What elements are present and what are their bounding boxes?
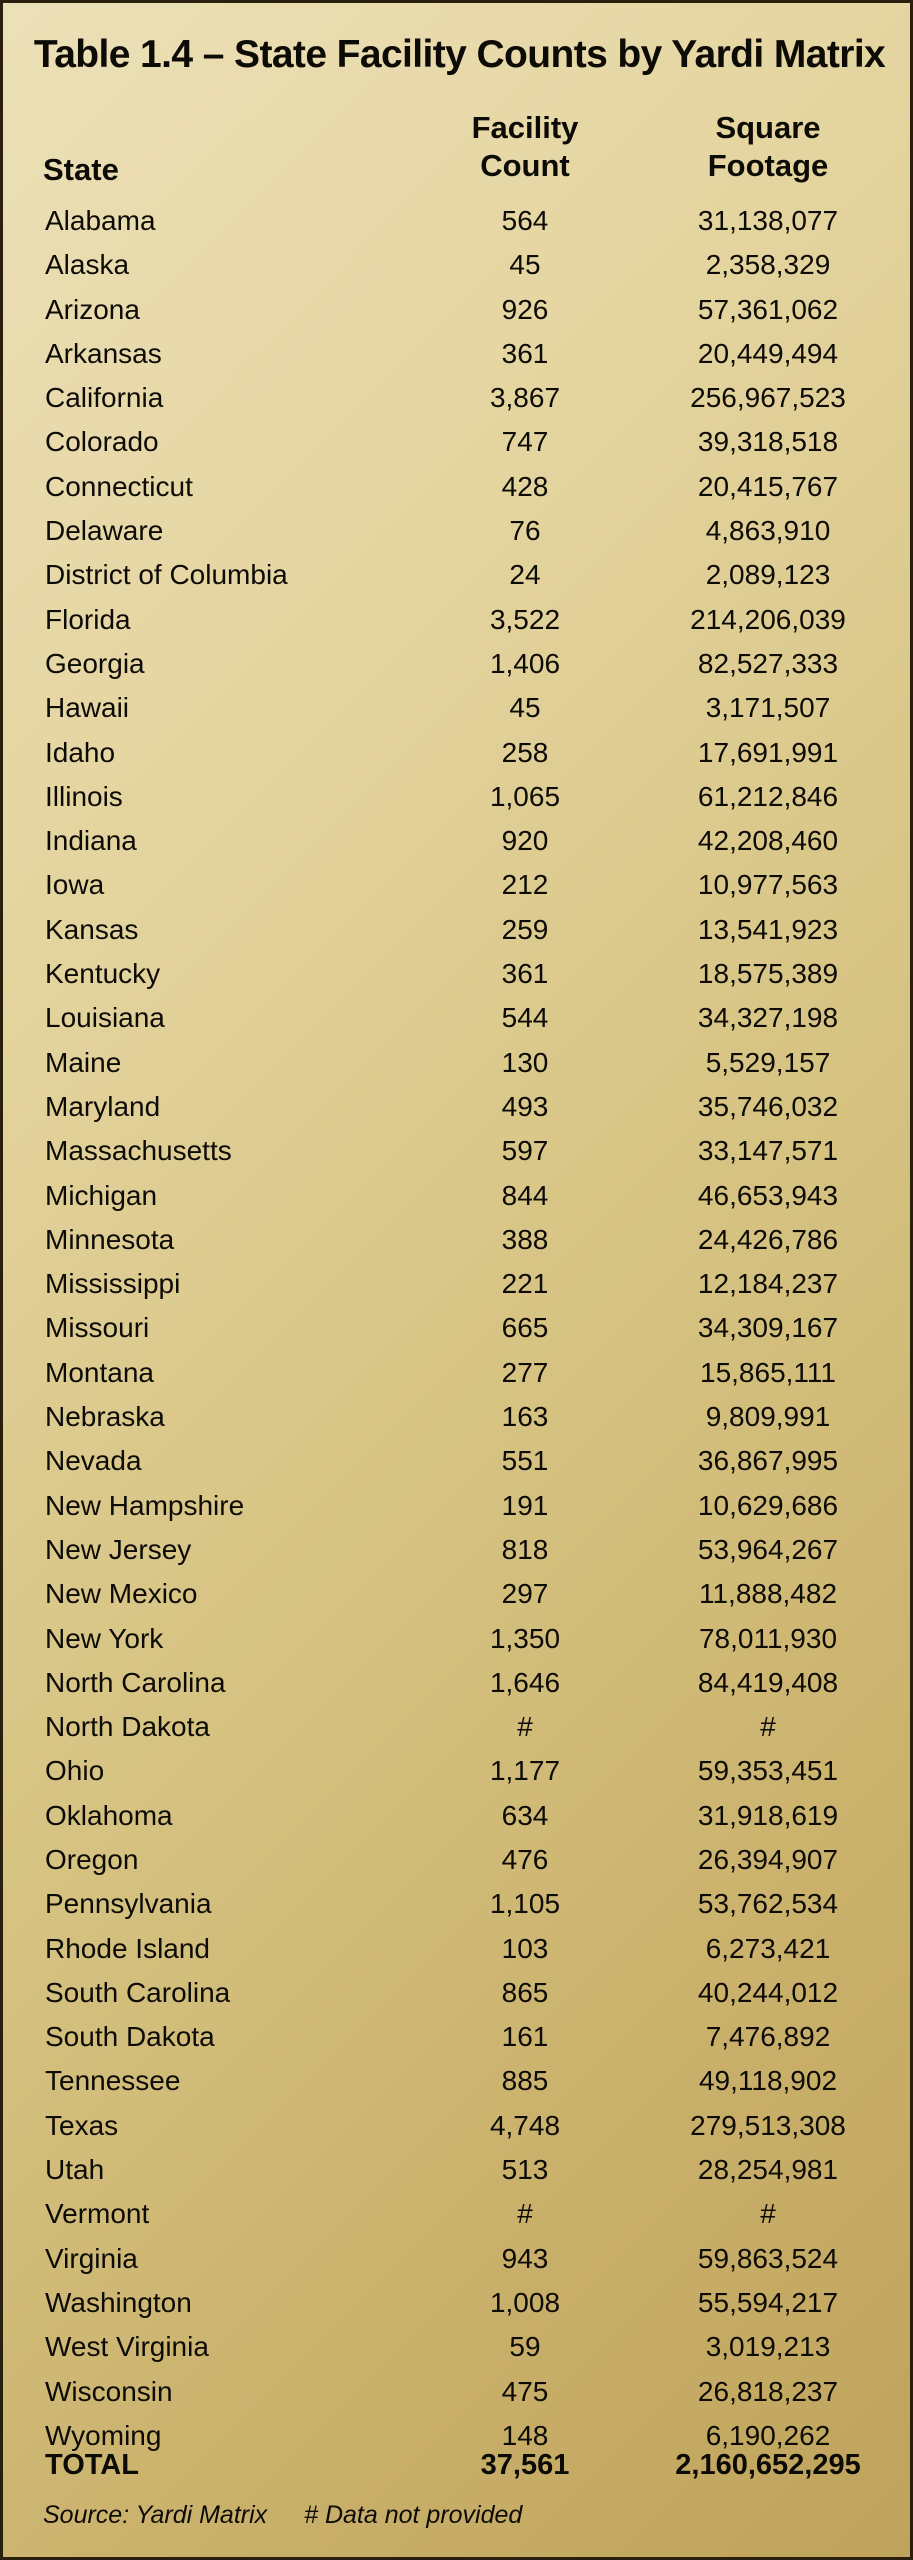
- table-row: [3, 1484, 913, 1528]
- table-row: [3, 1306, 913, 1350]
- facility-count-cell: 297: [501, 1578, 549, 1610]
- state-cell: North Carolina: [45, 1666, 226, 1698]
- state-cell: Maine: [45, 1046, 122, 1078]
- table-row: [3, 2281, 913, 2325]
- state-cell: Maryland: [45, 1090, 161, 1122]
- state-cell: Arkansas: [45, 337, 162, 369]
- square-footage-cell: 24,426,786: [697, 1223, 839, 1255]
- square-footage-cell: 10,977,563: [697, 869, 839, 901]
- square-footage-cell: 6,190,262: [705, 2419, 831, 2451]
- facility-count-cell: 103: [501, 1932, 549, 1964]
- facility-count-cell: 59: [509, 2331, 541, 2363]
- square-footage-cell: 7,476,892: [705, 2021, 831, 2053]
- square-footage-cell: 31,918,619: [697, 1799, 839, 1831]
- facility-count-cell: 259: [501, 913, 549, 945]
- square-footage-cell: 6,273,421: [705, 1932, 831, 1964]
- facility-count-cell: 597: [501, 1135, 549, 1167]
- table-row: [3, 1041, 913, 1085]
- table-row: [3, 1351, 913, 1395]
- square-footage-cell: 53,964,267: [697, 1533, 839, 1565]
- state-cell: Alabama: [45, 205, 156, 236]
- table-row: [3, 2104, 913, 2148]
- facility-count-cell: 865: [501, 1976, 549, 2008]
- square-footage-cell: 26,394,907: [697, 1843, 839, 1875]
- table-row: [3, 1528, 913, 1572]
- state-cell: Texas: [45, 2109, 119, 2141]
- square-footage-cell: 42,208,460: [697, 825, 839, 857]
- facility-count-cell: 24: [509, 559, 541, 591]
- facility-count-cell: 45: [509, 692, 541, 724]
- state-cell: Indiana: [45, 825, 137, 857]
- table-row: [3, 686, 913, 730]
- facility-count-cell: 1,008: [489, 2286, 561, 2318]
- state-cell: North Dakota: [45, 1711, 210, 1743]
- square-footage-cell: 3,171,507: [705, 692, 831, 724]
- state-cell: South Dakota: [45, 2021, 215, 2053]
- facility-count-cell: 818: [501, 1533, 549, 1565]
- square-footage-cell: 46,653,943: [697, 1179, 839, 1211]
- square-footage-cell: 9,809,991: [705, 1401, 831, 1433]
- source-note: Source: Yardi Matrix: [43, 2501, 268, 2529]
- table-row: [3, 863, 913, 907]
- facility-count-cell: 747: [501, 426, 549, 458]
- state-cell: Nebraska: [45, 1401, 165, 1433]
- column-header-facility-count-line1: Facility: [471, 110, 579, 145]
- facility-count-cell: 920: [501, 825, 549, 857]
- state-cell: Missouri: [45, 1312, 150, 1344]
- facility-count-cell: 388: [501, 1223, 549, 1255]
- square-footage-cell: 49,118,902: [698, 2065, 838, 2097]
- facility-count-cell: 361: [501, 337, 549, 369]
- facility-count-cell: 148: [501, 2419, 549, 2451]
- square-footage-cell: 256,967,523: [690, 382, 846, 414]
- total-row: [3, 2443, 913, 2487]
- square-footage-cell: 10,629,686: [697, 1489, 839, 1521]
- facility-count-cell: 885: [501, 2065, 549, 2097]
- state-cell: Pennsylvania: [45, 1888, 212, 1920]
- table-row: [3, 2325, 913, 2369]
- facility-count-cell: 551: [501, 1445, 549, 1477]
- table-row: [3, 1749, 913, 1793]
- state-cell: Hawaii: [45, 692, 130, 724]
- state-cell: Minnesota: [45, 1223, 175, 1255]
- table-row: [3, 996, 913, 1040]
- square-footage-cell: 34,309,167: [697, 1312, 839, 1344]
- facility-count-cell: 1,406: [489, 647, 561, 679]
- state-cell: West Virginia: [45, 2331, 209, 2363]
- table-row: [3, 2148, 913, 2192]
- state-cell: California: [45, 382, 164, 414]
- facility-count-cell: 3,867: [489, 382, 561, 414]
- facility-count-cell: #: [517, 2198, 533, 2230]
- square-footage-cell: 18,575,389: [697, 958, 839, 990]
- square-footage-cell: 214,206,039: [690, 603, 846, 635]
- square-footage-cell: 36,867,995: [697, 1445, 839, 1477]
- table-row: [3, 1838, 913, 1882]
- column-header-facility-count: [435, 109, 615, 185]
- state-cell: Alaska: [45, 249, 130, 281]
- table-row: [3, 908, 913, 952]
- facility-count-cell: 221: [501, 1268, 549, 1300]
- facility-count-cell: 277: [501, 1356, 549, 1388]
- square-footage-cell: 59,863,524: [697, 2242, 839, 2274]
- table-row: [3, 598, 913, 642]
- state-cell: Florida: [45, 603, 131, 635]
- facility-count-cell: 130: [501, 1046, 549, 1078]
- square-footage-cell: 20,449,494: [697, 337, 839, 369]
- state-cell: Idaho: [45, 736, 116, 768]
- facility-count-cell: 1,065: [489, 780, 561, 812]
- column-header-square-footage-line1: Square: [715, 110, 821, 145]
- state-cell: New Mexico: [45, 1578, 198, 1610]
- square-footage-cell: 28,254,981: [697, 2154, 839, 2186]
- state-cell: Colorado: [45, 426, 159, 458]
- facility-count-cell: 564: [501, 205, 549, 236]
- square-footage-cell: 11,888,482: [698, 1578, 838, 1610]
- state-cell: Connecticut: [45, 470, 193, 502]
- table-row: [3, 2192, 913, 2236]
- table-row: [3, 819, 913, 863]
- square-footage-cell: 13,541,923: [697, 913, 839, 945]
- square-footage-cell: 33,147,571: [697, 1135, 839, 1167]
- table-row: [3, 465, 913, 509]
- facility-count-cell: #: [517, 1711, 533, 1743]
- facility-count-cell: 844: [501, 1179, 549, 1211]
- table-row: [3, 2059, 913, 2103]
- state-cell: Montana: [45, 1356, 154, 1388]
- table-row: [3, 332, 913, 376]
- table-body: [3, 199, 913, 2458]
- facility-count-cell: 76: [509, 515, 541, 547]
- square-footage-cell: 55,594,217: [697, 2286, 839, 2318]
- square-footage-cell: 12,184,237: [697, 1268, 839, 1300]
- square-footage-cell: 78,011,930: [698, 1622, 838, 1654]
- state-cell: Oklahoma: [45, 1799, 173, 1831]
- table-row: [3, 2237, 913, 2281]
- state-cell: New York: [45, 1622, 164, 1654]
- table-row: [3, 1262, 913, 1306]
- facility-count-cell: 513: [501, 2154, 549, 2186]
- state-cell: Utah: [45, 2154, 105, 2186]
- total-facility-count: 37,561: [480, 2449, 570, 2481]
- total-label: TOTAL: [45, 2449, 139, 2481]
- table-title: Table 1.4 – State Facility Counts by Yardi Matrix: [33, 33, 886, 76]
- facility-count-cell: 493: [501, 1090, 549, 1122]
- table-row: [3, 199, 913, 243]
- facility-count-cell: 361: [501, 958, 549, 990]
- table-row: [3, 420, 913, 464]
- state-cell: Georgia: [45, 647, 145, 679]
- table-row: [3, 553, 913, 597]
- square-footage-cell: #: [760, 1711, 776, 1743]
- state-cell: Delaware: [45, 515, 164, 547]
- table-row: [3, 2015, 913, 2059]
- table-row: [3, 1439, 913, 1483]
- table-row: [3, 731, 913, 775]
- table-row: [3, 1661, 913, 1705]
- table-row: [3, 1572, 913, 1616]
- table-row: [3, 642, 913, 686]
- state-cell: Kentucky: [45, 958, 161, 990]
- table-row: [3, 1617, 913, 1661]
- table-row: [3, 509, 913, 553]
- square-footage-cell: 5,529,157: [705, 1046, 831, 1078]
- table-row: [3, 288, 913, 332]
- table-row: [3, 1794, 913, 1838]
- square-footage-cell: 40,244,012: [697, 1976, 839, 2008]
- square-footage-cell: #: [760, 2198, 776, 2230]
- facility-count-cell: 4,748: [489, 2109, 561, 2141]
- facility-count-cell: 1,646: [489, 1666, 561, 1698]
- table-row: [3, 2370, 913, 2414]
- state-cell: Rhode Island: [45, 1932, 211, 1964]
- facility-count-cell: 161: [501, 2021, 549, 2053]
- facility-count-cell: 163: [501, 1401, 549, 1433]
- square-footage-cell: 61,212,846: [697, 780, 839, 812]
- state-cell: Michigan: [45, 1179, 158, 1211]
- square-footage-cell: 15,865,111: [700, 1356, 836, 1388]
- table-row: [3, 1085, 913, 1129]
- facility-count-cell: 926: [501, 293, 549, 325]
- table-row: [3, 1882, 913, 1926]
- state-cell: Kansas: [45, 913, 139, 945]
- state-cell: Oregon: [45, 1843, 139, 1875]
- state-cell: Iowa: [45, 869, 105, 901]
- square-footage-cell: 39,318,518: [697, 426, 839, 458]
- facility-count-cell: 191: [501, 1489, 549, 1521]
- square-footage-cell: 59,353,451: [697, 1755, 839, 1787]
- table-row: [3, 376, 913, 420]
- square-footage-cell: 3,019,213: [705, 2331, 831, 2363]
- state-cell: Louisiana: [45, 1002, 165, 1034]
- square-footage-cell: 82,527,333: [697, 647, 839, 679]
- column-header-facility-count-line2: Count: [480, 148, 570, 183]
- column-header-state: State: [43, 152, 119, 187]
- state-cell: Arizona: [45, 293, 140, 325]
- facility-count-cell: 475: [501, 2375, 549, 2407]
- square-footage-cell: 34,327,198: [697, 1002, 839, 1034]
- table-row: [3, 952, 913, 996]
- square-footage-cell: 35,746,032: [697, 1090, 839, 1122]
- facility-count-cell: 943: [501, 2242, 549, 2274]
- table-row: [3, 1218, 913, 1262]
- facility-count-cell: 634: [501, 1799, 549, 1831]
- facility-count-cell: 1,105: [489, 1888, 561, 1920]
- square-footage-cell: 279,513,308: [690, 2109, 846, 2141]
- square-footage-cell: 26,818,237: [697, 2375, 839, 2407]
- state-cell: Wisconsin: [45, 2375, 173, 2407]
- state-cell: Mississippi: [45, 1268, 181, 1300]
- state-cell: New Jersey: [45, 1533, 192, 1565]
- state-cell: South Carolina: [45, 1976, 231, 2008]
- square-footage-cell: 20,415,767: [697, 470, 839, 502]
- facility-count-cell: 258: [501, 736, 549, 768]
- table-row: [3, 775, 913, 819]
- column-header-square-footage: [648, 109, 888, 185]
- square-footage-cell: 4,863,910: [705, 515, 831, 547]
- state-cell: Vermont: [45, 2198, 150, 2230]
- square-footage-cell: 84,419,408: [697, 1666, 839, 1698]
- facility-count-cell: 45: [509, 249, 541, 281]
- state-cell: Virginia: [45, 2242, 138, 2274]
- state-cell: Washington: [45, 2286, 192, 2318]
- facility-count-cell: 1,177: [489, 1755, 561, 1787]
- square-footage-cell: 2,089,123: [705, 559, 831, 591]
- state-cell: Nevada: [45, 1445, 142, 1477]
- state-cell: Ohio: [45, 1755, 105, 1787]
- state-cell: Illinois: [45, 780, 123, 812]
- facility-count-cell: 665: [501, 1312, 549, 1344]
- square-footage-cell: 57,361,062: [697, 293, 839, 325]
- table-row: [3, 1129, 913, 1173]
- state-cell: District of Columbia: [45, 559, 288, 591]
- state-cell: Wyoming: [45, 2419, 162, 2451]
- facility-count-cell: 544: [501, 1002, 549, 1034]
- facility-count-cell: 428: [501, 470, 549, 502]
- state-cell: Massachusetts: [45, 1135, 232, 1167]
- facility-count-cell: 212: [501, 869, 549, 901]
- state-cell: Tennessee: [45, 2065, 181, 2097]
- data-not-provided-note: # Data not provided: [304, 2501, 523, 2529]
- column-header-square-footage-line2: Footage: [707, 148, 829, 183]
- square-footage-cell: 53,762,534: [697, 1888, 839, 1920]
- table-row: [3, 243, 913, 287]
- facility-count-cell: 1,350: [489, 1622, 561, 1654]
- footnote: [43, 2501, 522, 2530]
- table-row: [3, 1174, 913, 1218]
- square-footage-cell: 2,358,329: [705, 249, 831, 281]
- facility-count-cell: 476: [501, 1843, 549, 1875]
- table-row: [3, 1971, 913, 2015]
- table-row: [3, 1927, 913, 1971]
- table-row: [3, 1705, 913, 1749]
- total-square-footage: 2,160,652,295: [675, 2449, 861, 2481]
- table-row: [3, 1395, 913, 1439]
- facility-count-cell: 3,522: [489, 603, 561, 635]
- square-footage-cell: 31,138,077: [697, 205, 839, 236]
- state-cell: New Hampshire: [45, 1489, 245, 1521]
- square-footage-cell: 17,691,991: [697, 736, 839, 768]
